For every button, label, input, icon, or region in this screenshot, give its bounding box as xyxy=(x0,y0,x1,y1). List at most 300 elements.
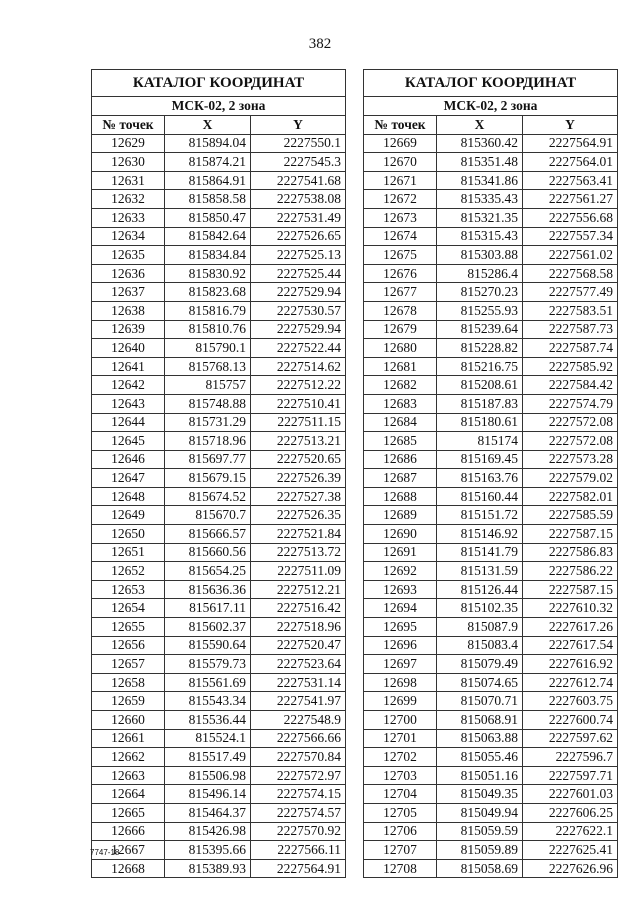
y-coordinate-cell: 2227587.74 xyxy=(523,339,618,358)
x-coordinate-cell: 815058.69 xyxy=(437,859,523,878)
x-coordinate-cell: 815660.56 xyxy=(165,543,251,562)
point-number-cell: 12637 xyxy=(92,283,165,302)
table-row xyxy=(92,339,346,358)
table-row xyxy=(92,153,346,172)
point-number-cell: 12695 xyxy=(364,618,437,637)
table-row xyxy=(92,562,346,581)
table-row xyxy=(364,450,618,469)
x-coordinate-cell: 815718.96 xyxy=(165,432,251,451)
point-number-cell: 12668 xyxy=(92,859,165,878)
y-coordinate-cell: 2227586.83 xyxy=(523,543,618,562)
x-coordinate-cell: 815169.45 xyxy=(437,450,523,469)
point-number-cell: 12656 xyxy=(92,636,165,655)
table-row xyxy=(92,822,346,841)
x-coordinate-cell: 815335.43 xyxy=(437,190,523,209)
point-number-cell: 12651 xyxy=(92,543,165,562)
x-coordinate-cell: 815216.75 xyxy=(437,357,523,376)
y-coordinate-cell: 2227556.68 xyxy=(523,208,618,227)
x-coordinate-cell: 815146.92 xyxy=(437,525,523,544)
table-row xyxy=(92,469,346,488)
table-row xyxy=(364,673,618,692)
point-number-cell: 12680 xyxy=(364,339,437,358)
table-row xyxy=(364,134,618,153)
y-coordinate-cell: 2227557.34 xyxy=(523,227,618,246)
y-coordinate-cell: 2227587.15 xyxy=(523,525,618,544)
table-row xyxy=(364,487,618,506)
x-coordinate-cell: 815790.1 xyxy=(165,339,251,358)
x-coordinate-cell: 815180.61 xyxy=(437,413,523,432)
table-row xyxy=(364,357,618,376)
x-coordinate-cell: 815864.91 xyxy=(165,171,251,190)
table-row xyxy=(364,339,618,358)
table-row xyxy=(92,320,346,339)
x-coordinate-cell: 815351.48 xyxy=(437,153,523,172)
table-row xyxy=(364,636,618,655)
x-coordinate-cell: 815850.47 xyxy=(165,208,251,227)
x-coordinate-cell: 815063.88 xyxy=(437,729,523,748)
y-coordinate-cell: 2227514.62 xyxy=(251,357,346,376)
y-coordinate-cell: 2227568.58 xyxy=(523,264,618,283)
table-row xyxy=(364,469,618,488)
x-coordinate-cell: 815561.69 xyxy=(165,673,251,692)
point-number-cell: 12700 xyxy=(364,711,437,730)
point-number-cell: 12636 xyxy=(92,264,165,283)
point-number-cell: 12631 xyxy=(92,171,165,190)
x-coordinate-cell: 815617.11 xyxy=(165,599,251,618)
table-row xyxy=(92,246,346,265)
x-coordinate-cell: 815141.79 xyxy=(437,543,523,562)
table-row xyxy=(364,655,618,674)
table-subtitle: МСК-02, 2 зона xyxy=(92,97,346,116)
point-number-cell: 12655 xyxy=(92,618,165,637)
point-number-cell: 12701 xyxy=(364,729,437,748)
point-number-cell: 12633 xyxy=(92,208,165,227)
table-row xyxy=(92,171,346,190)
table-row xyxy=(92,618,346,637)
table-row xyxy=(92,376,346,395)
point-number-cell: 12669 xyxy=(364,134,437,153)
x-coordinate-cell: 815208.61 xyxy=(437,376,523,395)
y-coordinate-cell: 2227530.57 xyxy=(251,301,346,320)
x-coordinate-cell: 815270.23 xyxy=(437,283,523,302)
table-row xyxy=(92,692,346,711)
y-coordinate-cell: 2227566.66 xyxy=(251,729,346,748)
x-coordinate-cell: 815543.34 xyxy=(165,692,251,711)
x-coordinate-cell: 815858.58 xyxy=(165,190,251,209)
x-coordinate-cell: 815068.91 xyxy=(437,711,523,730)
y-coordinate-cell: 2227526.35 xyxy=(251,506,346,525)
y-coordinate-cell: 2227622.1 xyxy=(523,822,618,841)
y-coordinate-cell: 2227585.59 xyxy=(523,506,618,525)
x-coordinate-cell: 815131.59 xyxy=(437,562,523,581)
y-coordinate-cell: 2227597.71 xyxy=(523,766,618,785)
y-coordinate-cell: 2227612.74 xyxy=(523,673,618,692)
y-coordinate-cell: 2227529.94 xyxy=(251,320,346,339)
x-coordinate-cell: 815674.52 xyxy=(165,487,251,506)
x-coordinate-cell: 815341.86 xyxy=(437,171,523,190)
point-number-cell: 12644 xyxy=(92,413,165,432)
x-coordinate-cell: 815187.83 xyxy=(437,394,523,413)
point-number-cell: 12671 xyxy=(364,171,437,190)
x-coordinate-cell: 815810.76 xyxy=(165,320,251,339)
table-row xyxy=(364,153,618,172)
x-coordinate-cell: 815426.98 xyxy=(165,822,251,841)
table-row xyxy=(364,506,618,525)
x-coordinate-cell: 815536.44 xyxy=(165,711,251,730)
y-coordinate-cell: 2227586.22 xyxy=(523,562,618,581)
point-number-cell: 12660 xyxy=(92,711,165,730)
x-coordinate-cell: 815636.36 xyxy=(165,580,251,599)
table-row xyxy=(364,580,618,599)
table-row xyxy=(92,357,346,376)
table-row xyxy=(364,785,618,804)
y-coordinate-cell: 2227584.42 xyxy=(523,376,618,395)
y-coordinate-cell: 2227582.01 xyxy=(523,487,618,506)
x-coordinate-cell: 815830.92 xyxy=(165,264,251,283)
column-header-x: X xyxy=(437,116,523,135)
x-coordinate-cell: 815087.9 xyxy=(437,618,523,637)
x-coordinate-cell: 815894.04 xyxy=(165,134,251,153)
table-row xyxy=(364,748,618,767)
x-coordinate-cell: 815070.71 xyxy=(437,692,523,711)
x-coordinate-cell: 815059.59 xyxy=(437,822,523,841)
y-coordinate-cell: 2227520.65 xyxy=(251,450,346,469)
point-number-cell: 12689 xyxy=(364,506,437,525)
x-coordinate-cell: 815524.1 xyxy=(165,729,251,748)
x-coordinate-cell: 815321.35 xyxy=(437,208,523,227)
y-coordinate-cell: 2227601.03 xyxy=(523,785,618,804)
point-number-cell: 12665 xyxy=(92,803,165,822)
y-coordinate-cell: 2227583.51 xyxy=(523,301,618,320)
column-header-point: № точек xyxy=(364,116,437,135)
y-coordinate-cell: 2227513.21 xyxy=(251,432,346,451)
x-coordinate-cell: 815055.46 xyxy=(437,748,523,767)
point-number-cell: 12645 xyxy=(92,432,165,451)
table-row xyxy=(364,413,618,432)
table-row xyxy=(364,562,618,581)
y-coordinate-cell: 2227596.7 xyxy=(523,748,618,767)
point-number-cell: 12683 xyxy=(364,394,437,413)
y-coordinate-cell: 2227610.32 xyxy=(523,599,618,618)
x-coordinate-cell: 815506.98 xyxy=(165,766,251,785)
y-coordinate-cell: 2227574.15 xyxy=(251,785,346,804)
point-number-cell: 12640 xyxy=(92,339,165,358)
point-number-cell: 12658 xyxy=(92,673,165,692)
table-row xyxy=(92,208,346,227)
x-coordinate-cell: 815679.15 xyxy=(165,469,251,488)
table-row xyxy=(92,487,346,506)
x-coordinate-cell: 815496.14 xyxy=(165,785,251,804)
x-coordinate-cell: 815731.29 xyxy=(165,413,251,432)
table-row xyxy=(364,692,618,711)
table-row xyxy=(364,208,618,227)
x-coordinate-cell: 815874.21 xyxy=(165,153,251,172)
point-number-cell: 12687 xyxy=(364,469,437,488)
x-coordinate-cell: 815163.76 xyxy=(437,469,523,488)
column-header-point: № точек xyxy=(92,116,165,135)
point-number-cell: 12654 xyxy=(92,599,165,618)
point-number-cell: 12629 xyxy=(92,134,165,153)
table-row xyxy=(364,171,618,190)
x-coordinate-cell: 815239.64 xyxy=(437,320,523,339)
y-coordinate-cell: 2227513.72 xyxy=(251,543,346,562)
x-coordinate-cell: 815757 xyxy=(165,376,251,395)
x-coordinate-cell: 815464.37 xyxy=(165,803,251,822)
point-number-cell: 12662 xyxy=(92,748,165,767)
x-coordinate-cell: 815160.44 xyxy=(437,487,523,506)
y-coordinate-cell: 2227597.62 xyxy=(523,729,618,748)
y-coordinate-cell: 2227521.84 xyxy=(251,525,346,544)
point-number-cell: 12650 xyxy=(92,525,165,544)
point-number-cell: 12667 xyxy=(92,841,165,860)
y-coordinate-cell: 2227525.13 xyxy=(251,246,346,265)
y-coordinate-cell: 2227526.39 xyxy=(251,469,346,488)
x-coordinate-cell: 815074.65 xyxy=(437,673,523,692)
y-coordinate-cell: 2227617.54 xyxy=(523,636,618,655)
point-number-cell: 12697 xyxy=(364,655,437,674)
x-coordinate-cell: 815590.64 xyxy=(165,636,251,655)
y-coordinate-cell: 2227516.42 xyxy=(251,599,346,618)
point-number-cell: 12661 xyxy=(92,729,165,748)
y-coordinate-cell: 2227531.49 xyxy=(251,208,346,227)
x-coordinate-cell: 815816.79 xyxy=(165,301,251,320)
x-coordinate-cell: 815768.13 xyxy=(165,357,251,376)
y-coordinate-cell: 2227564.01 xyxy=(523,153,618,172)
point-number-cell: 12698 xyxy=(364,673,437,692)
point-number-cell: 12657 xyxy=(92,655,165,674)
point-number-cell: 12638 xyxy=(92,301,165,320)
y-coordinate-cell: 2227529.94 xyxy=(251,283,346,302)
point-number-cell: 12635 xyxy=(92,246,165,265)
table-row xyxy=(364,766,618,785)
point-number-cell: 12652 xyxy=(92,562,165,581)
point-number-cell: 12630 xyxy=(92,153,165,172)
point-number-cell: 12694 xyxy=(364,599,437,618)
point-number-cell: 12649 xyxy=(92,506,165,525)
y-coordinate-cell: 2227512.22 xyxy=(251,376,346,395)
y-coordinate-cell: 2227572.08 xyxy=(523,413,618,432)
point-number-cell: 12639 xyxy=(92,320,165,339)
point-number-cell: 12676 xyxy=(364,264,437,283)
y-coordinate-cell: 2227531.14 xyxy=(251,673,346,692)
table-row xyxy=(364,227,618,246)
point-number-cell: 12702 xyxy=(364,748,437,767)
y-coordinate-cell: 2227526.65 xyxy=(251,227,346,246)
x-coordinate-cell: 815360.42 xyxy=(437,134,523,153)
point-number-cell: 12681 xyxy=(364,357,437,376)
point-number-cell: 12696 xyxy=(364,636,437,655)
table-subtitle: МСК-02, 2 зона xyxy=(364,97,618,116)
x-coordinate-cell: 815303.88 xyxy=(437,246,523,265)
table-row xyxy=(92,190,346,209)
x-coordinate-cell: 815579.73 xyxy=(165,655,251,674)
point-number-cell: 12692 xyxy=(364,562,437,581)
point-number-cell: 12672 xyxy=(364,190,437,209)
y-coordinate-cell: 2227541.97 xyxy=(251,692,346,711)
y-coordinate-cell: 2227525.44 xyxy=(251,264,346,283)
table-row xyxy=(92,413,346,432)
table-title: КАТАЛОГ КООРДИНАТ xyxy=(364,70,618,97)
table-row xyxy=(92,506,346,525)
table-row xyxy=(364,729,618,748)
x-coordinate-cell: 815083.4 xyxy=(437,636,523,655)
point-number-cell: 12706 xyxy=(364,822,437,841)
point-number-cell: 12670 xyxy=(364,153,437,172)
point-number-cell: 12685 xyxy=(364,432,437,451)
x-coordinate-cell: 815748.88 xyxy=(165,394,251,413)
table-row xyxy=(92,543,346,562)
document-code: 7747-18 xyxy=(90,848,120,857)
column-header-y: Y xyxy=(251,116,346,135)
table-title: КАТАЛОГ КООРДИНАТ xyxy=(92,70,346,97)
x-coordinate-cell: 815823.68 xyxy=(165,283,251,302)
table-row xyxy=(92,599,346,618)
point-number-cell: 12642 xyxy=(92,376,165,395)
table-row xyxy=(92,264,346,283)
y-coordinate-cell: 2227626.96 xyxy=(523,859,618,878)
y-coordinate-cell: 2227573.28 xyxy=(523,450,618,469)
table-row xyxy=(364,525,618,544)
x-coordinate-cell: 815286.4 xyxy=(437,264,523,283)
y-coordinate-cell: 2227561.02 xyxy=(523,246,618,265)
coordinate-catalog-table xyxy=(91,69,346,878)
point-number-cell: 12664 xyxy=(92,785,165,804)
point-number-cell: 12693 xyxy=(364,580,437,599)
y-coordinate-cell: 2227625.41 xyxy=(523,841,618,860)
table-row xyxy=(92,841,346,860)
x-coordinate-cell: 815051.16 xyxy=(437,766,523,785)
table-row xyxy=(92,785,346,804)
table-row xyxy=(92,673,346,692)
point-number-cell: 12688 xyxy=(364,487,437,506)
y-coordinate-cell: 2227510.41 xyxy=(251,394,346,413)
x-coordinate-cell: 815059.89 xyxy=(437,841,523,860)
point-number-cell: 12674 xyxy=(364,227,437,246)
table-row xyxy=(92,134,346,153)
table-row xyxy=(364,432,618,451)
point-number-cell: 12663 xyxy=(92,766,165,785)
y-coordinate-cell: 2227587.73 xyxy=(523,320,618,339)
x-coordinate-cell: 815395.66 xyxy=(165,841,251,860)
table-row xyxy=(92,711,346,730)
y-coordinate-cell: 2227538.08 xyxy=(251,190,346,209)
point-number-cell: 12679 xyxy=(364,320,437,339)
point-number-cell: 12647 xyxy=(92,469,165,488)
point-number-cell: 12682 xyxy=(364,376,437,395)
y-coordinate-cell: 2227545.3 xyxy=(251,153,346,172)
y-coordinate-cell: 2227564.91 xyxy=(251,859,346,878)
point-number-cell: 12699 xyxy=(364,692,437,711)
x-coordinate-cell: 815842.64 xyxy=(165,227,251,246)
y-coordinate-cell: 2227574.79 xyxy=(523,394,618,413)
x-coordinate-cell: 815834.84 xyxy=(165,246,251,265)
x-coordinate-cell: 815102.35 xyxy=(437,599,523,618)
table-row xyxy=(92,227,346,246)
point-number-cell: 12691 xyxy=(364,543,437,562)
y-coordinate-cell: 2227579.02 xyxy=(523,469,618,488)
y-coordinate-cell: 2227548.9 xyxy=(251,711,346,730)
y-coordinate-cell: 2227616.92 xyxy=(523,655,618,674)
point-number-cell: 12677 xyxy=(364,283,437,302)
point-number-cell: 12648 xyxy=(92,487,165,506)
y-coordinate-cell: 2227572.97 xyxy=(251,766,346,785)
y-coordinate-cell: 2227518.96 xyxy=(251,618,346,637)
y-coordinate-cell: 2227603.75 xyxy=(523,692,618,711)
table-row xyxy=(92,301,346,320)
table-row xyxy=(92,636,346,655)
x-coordinate-cell: 815315.43 xyxy=(437,227,523,246)
table-row xyxy=(92,580,346,599)
y-coordinate-cell: 2227550.1 xyxy=(251,134,346,153)
y-coordinate-cell: 2227564.91 xyxy=(523,134,618,153)
x-coordinate-cell: 815389.93 xyxy=(165,859,251,878)
point-number-cell: 12632 xyxy=(92,190,165,209)
page-number: 382 xyxy=(308,36,332,52)
x-coordinate-cell: 815049.94 xyxy=(437,803,523,822)
table-row xyxy=(92,394,346,413)
table-row xyxy=(92,432,346,451)
x-coordinate-cell: 815079.49 xyxy=(437,655,523,674)
point-number-cell: 12646 xyxy=(92,450,165,469)
x-coordinate-cell: 815666.57 xyxy=(165,525,251,544)
y-coordinate-cell: 2227520.47 xyxy=(251,636,346,655)
y-coordinate-cell: 2227566.11 xyxy=(251,841,346,860)
x-coordinate-cell: 815670.7 xyxy=(165,506,251,525)
x-coordinate-cell: 815151.72 xyxy=(437,506,523,525)
point-number-cell: 12653 xyxy=(92,580,165,599)
table-row xyxy=(364,822,618,841)
table-row xyxy=(364,394,618,413)
table-row xyxy=(364,859,618,878)
y-coordinate-cell: 2227511.15 xyxy=(251,413,346,432)
table-row xyxy=(364,841,618,860)
table-row xyxy=(364,283,618,302)
table-row xyxy=(364,246,618,265)
table-row xyxy=(364,599,618,618)
y-coordinate-cell: 2227523.64 xyxy=(251,655,346,674)
x-coordinate-cell: 815697.77 xyxy=(165,450,251,469)
point-number-cell: 12707 xyxy=(364,841,437,860)
y-coordinate-cell: 2227570.92 xyxy=(251,822,346,841)
y-coordinate-cell: 2227511.09 xyxy=(251,562,346,581)
table-row xyxy=(92,283,346,302)
table-row xyxy=(92,655,346,674)
point-number-cell: 12686 xyxy=(364,450,437,469)
point-number-cell: 12634 xyxy=(92,227,165,246)
point-number-cell: 12708 xyxy=(364,859,437,878)
table-row xyxy=(364,711,618,730)
point-number-cell: 12659 xyxy=(92,692,165,711)
point-number-cell: 12675 xyxy=(364,246,437,265)
y-coordinate-cell: 2227570.84 xyxy=(251,748,346,767)
point-number-cell: 12678 xyxy=(364,301,437,320)
y-coordinate-cell: 2227574.57 xyxy=(251,803,346,822)
y-coordinate-cell: 2227561.27 xyxy=(523,190,618,209)
point-number-cell: 12704 xyxy=(364,785,437,804)
point-number-cell: 12690 xyxy=(364,525,437,544)
x-coordinate-cell: 815126.44 xyxy=(437,580,523,599)
table-row xyxy=(92,729,346,748)
x-coordinate-cell: 815174 xyxy=(437,432,523,451)
table-row xyxy=(364,376,618,395)
y-coordinate-cell: 2227527.38 xyxy=(251,487,346,506)
point-number-cell: 12703 xyxy=(364,766,437,785)
point-number-cell: 12673 xyxy=(364,208,437,227)
point-number-cell: 12666 xyxy=(92,822,165,841)
point-number-cell: 12643 xyxy=(92,394,165,413)
y-coordinate-cell: 2227606.25 xyxy=(523,803,618,822)
table-row xyxy=(92,525,346,544)
